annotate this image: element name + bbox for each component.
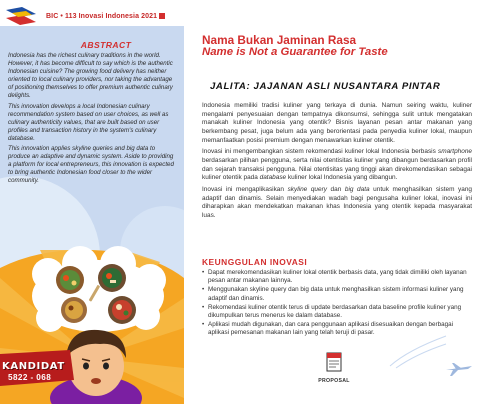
document-icon [326,352,342,372]
abstract-title: ABSTRACT [80,40,132,50]
candidate-badge [2,361,68,382]
header-tag-text: BIC • 113 Inovasi Indonesia 2021 [46,13,158,20]
article-subtitle: Name is Not a Guarantee for Taste [202,46,388,58]
abstract-text [8,52,178,188]
list-item: • Menggunakan skyline query dan big data untuk menghasilkan sistem informasi kuliner yang adaptif dan dinamis. [202,286,474,302]
emphasis-run: smartphone [438,148,472,156]
candidate-label: KANDIDAT [2,361,65,372]
emphasis-run: database [259,174,287,182]
advantages-title: KEUNGGULAN INOVASI [202,257,308,267]
decor-lines [388,330,448,370]
abstract-paragraph: This innovation develops a local Indonesian culinary recommendation system based on user choices, as well as culinary authenticity values, that are built based on user profiles and transaction history in the system's culinary database. [8,102,169,142]
text-run: kuliner lokal Indonesia yang dibangun. [286,174,398,182]
header-bar [0,0,480,26]
proposal-label: PROPOSAL [318,378,350,384]
list-item: • Rekomendasi kuliner otentik terus di update berdasarkan data baseline profile kuliner yang dikumpulkan terus menerus ke dalam database. [202,304,474,320]
proposal-link[interactable] [314,352,354,384]
innovation-name: JALITA: JAJANAN ASLI NUSANTARA PINTAR [210,81,441,92]
candidate-code: 5822 - 068 [8,373,52,382]
list-item: • Dapat merekomendasikan kuliner lokal otentik berbasis data, yang tidak dimiliki oleh layanan pesan antar makanan lainnya. [202,269,474,285]
bic-logo-icon [4,6,38,28]
airplane-icon [444,360,474,378]
abstract-paragraph: This innovation applies skyline queries and big data to produce an adaptive and dynamic system. Aside to providing a platform for local entrepreneurs, this innovation is expected to bring authentic Indonesian food closer to the wider community. [8,145,174,185]
text-run: berdasarkan pilihan pengguna, serta nilai otentisitas kuliner yang dibangun berdasarkan profil dan sejarah transaksi pengguna. Nilai otentisitas yang tinggi akan direkomendasikan sebagai kuliner otentik pada [202,156,472,182]
abstract-paragraph: Indonesia has the richest culinary traditions in the world. However, it has become difficult to say which is the authentic Indonesian cuisine? The growing food delivery has neither oriented to local culinary providers, nor taking the advantage of positioning themselves to offer premium authentic culinary delights. [8,52,173,100]
body-paragraph [202,186,472,221]
list-item: • Aplikasi mudah digunakan, dan cara penggunaan aplikasi disesuaikan dengan berbagai aplikasi pemesanan makanan lain yang telah teruji di pasar. [202,321,474,337]
food-plate-icon [56,266,84,294]
emphasis-run: big data [344,185,370,193]
header-tag-square-icon [159,13,165,19]
article-title: Nama Bukan Jaminan Rasa [202,33,357,47]
text-run: Inovasi ini mengaplikasikan [202,185,288,193]
article-body [202,102,472,224]
text-run: untuk menghasilkan sistem yang adaptif dan dinamis. Selain menyediakan wadah bagi pengusaha kuliner lokal, inovasi ini diharapkan akan mendekatkan makanan khas Indonesia yang otentik kepada masyarakat luas. [202,185,472,219]
body-paragraph [202,148,472,183]
header-tag [46,13,165,20]
body-paragraph: Indonesia memiliki tradisi kuliner yang terkaya di dunia. Namun seiring waktu, kuliner mengalami penyesuaian dengan tempatnya dikonsumsi, sehingga sulit untuk mengatakan manakah kuliner Indonesia yang otentik? Bisnis layanan pesan antar makanan yang berkembang pesat, juga belum ada yang berorientasi pada penyedia kuliner lokal, maupun memanfaatkan posisi premium dengan menawarkan kuliner otentik. [202,102,472,144]
emphasis-run: skyline query [287,185,327,193]
text-run: Inovasi ini mengembangkan sistem rekomendasi kuliner lokal Indonesia berbasis [202,148,438,156]
text-run: dan [326,185,345,193]
advantages-list [202,269,474,339]
